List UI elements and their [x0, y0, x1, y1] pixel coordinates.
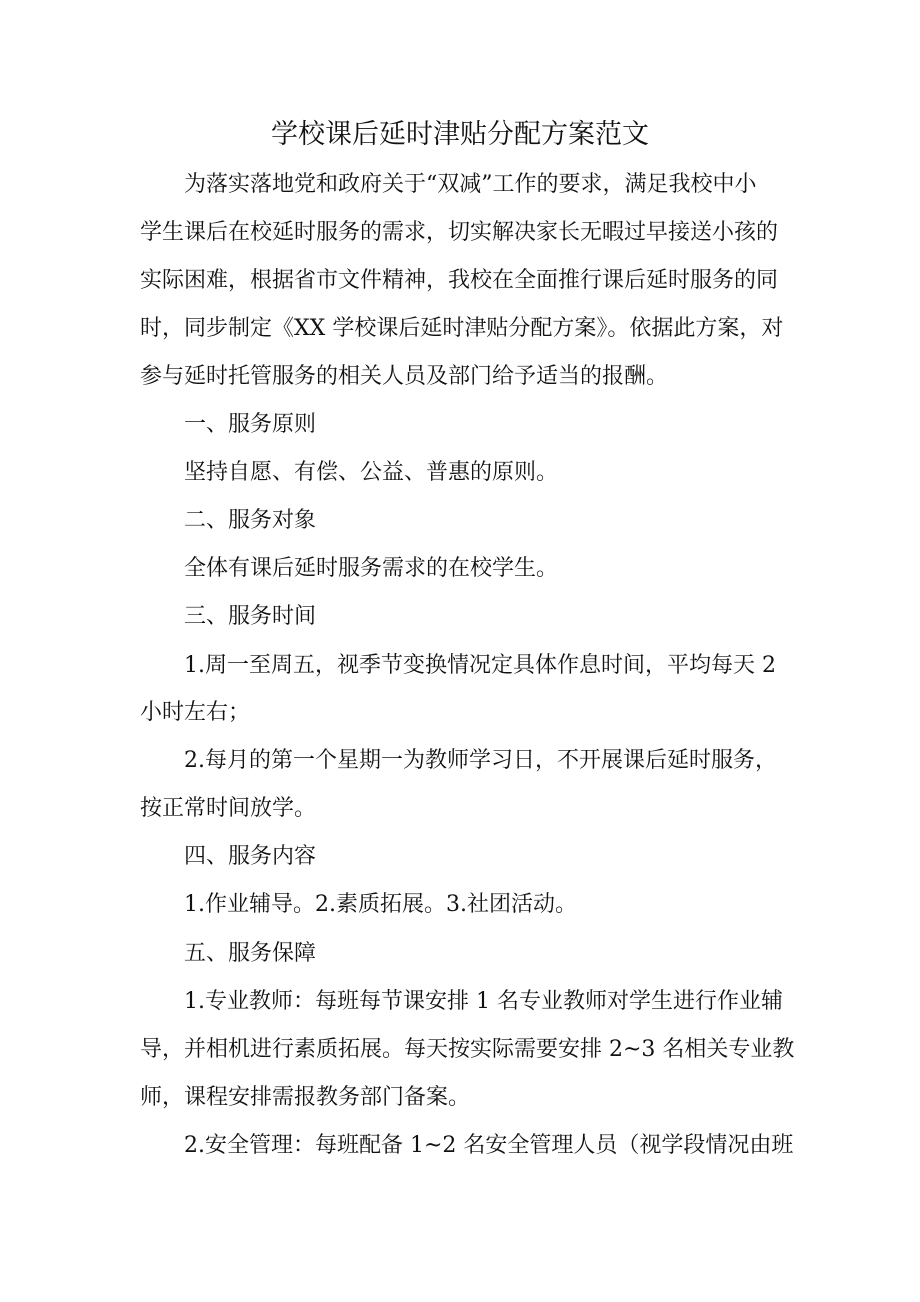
section-5-item-1-line-1: 1.专业教师：每班每节课安排 1 名专业教师对学生进行作业辅: [184, 989, 783, 1014]
intro-line-1: 为落实落地党和政府关于“双减”工作的要求，满足我校中小: [184, 172, 757, 197]
section-5-item-1-line-3: 师，课程安排需报教务部门备案。: [140, 1085, 471, 1110]
intro-line-2: 学生课后在校延时服务的需求，切实解决家长无暇过早接送小孩的: [140, 220, 779, 245]
section-4-heading: 四、服务内容: [184, 844, 317, 869]
section-4-text: 1.作业辅导。2.素质拓展。3.社团活动。: [184, 892, 577, 917]
section-3-item-2-line-1: 2.每月的第一个星期一为教师学习日，不开展课后延时服务，: [184, 748, 777, 773]
section-3-item-2-line-2: 按正常时间放学。: [140, 796, 317, 821]
section-5-item-2-line-1: 2.安全管理：每班配备 1~2 名安全管理人员（视学段情况由班: [184, 1133, 794, 1158]
section-2-text: 全体有课后延时服务需求的在校学生。: [184, 556, 559, 581]
section-3-item-1-line-1: 1.周一至周五，视季节变换情况定具体作息时间，平均每天 2: [184, 653, 776, 678]
document-title: 学校课后延时津贴分配方案范文: [271, 119, 649, 150]
intro-line-4: 时，同步制定《XX 学校课后延时津贴分配方案》。依据此方案，对: [140, 316, 784, 341]
section-5-item-1-line-2: 导，并相机进行素质拓展。每天按实际需要安排 2~3 名相关专业教: [140, 1037, 795, 1062]
section-1-text: 坚持自愿、有偿、公益、普惠的原则。: [184, 460, 559, 485]
section-2-heading: 二、服务对象: [184, 508, 317, 533]
section-3-heading: 三、服务时间: [184, 604, 317, 629]
section-3-item-1-line-2: 小时左右；: [140, 700, 251, 725]
section-1-heading: 一、服务原则: [184, 412, 317, 437]
intro-line-5: 参与延时托管服务的相关人员及部门给予适当的报酬。: [140, 364, 669, 389]
section-5-heading: 五、服务保障: [184, 941, 317, 966]
intro-line-3: 实际困难，根据省市文件精神，我校在全面推行课后延时服务的同: [140, 268, 779, 293]
